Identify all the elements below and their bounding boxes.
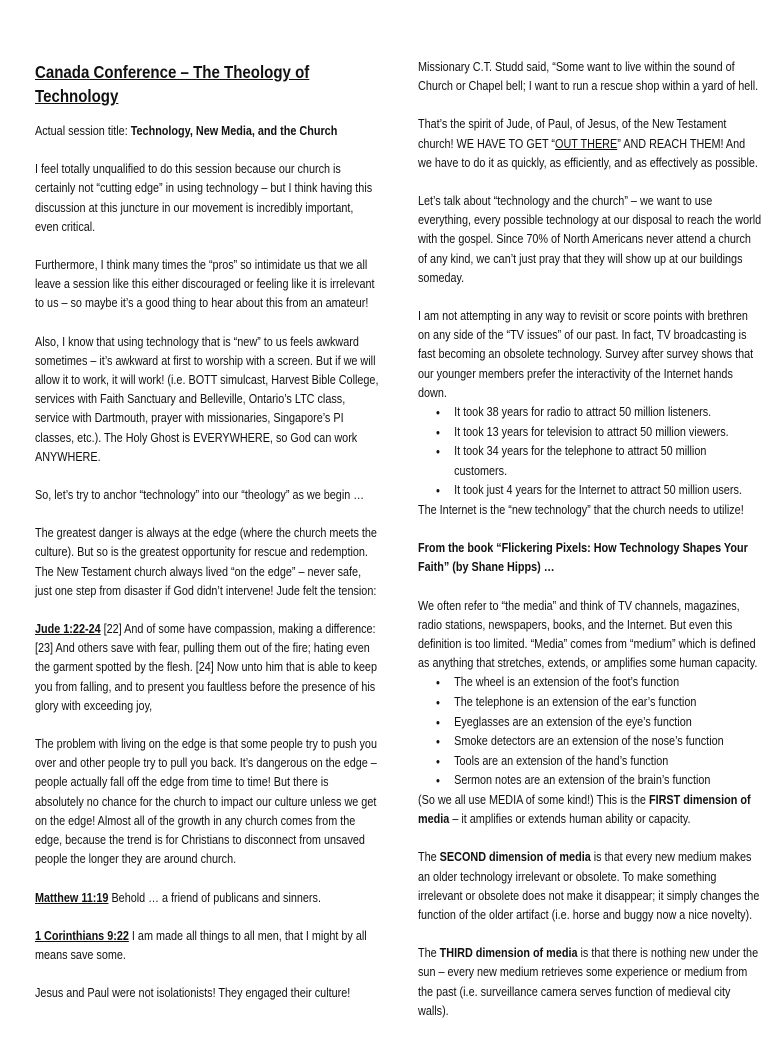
bullet-icon: • bbox=[436, 695, 440, 711]
paragraph-anchor: So, let’s try to anchor “technology” into our “theology” as we begin … bbox=[35, 488, 365, 503]
paragraph-studd-quote: Missionary C.T. Studd said, “Some want to live within the sound of Church or Chapel bell; I want to run a rescue shop within a yard of hell. bbox=[418, 60, 759, 94]
page-title: Canada Conference – The Theology of Technology bbox=[35, 62, 310, 106]
first-dimension-label: FIRST dimension of media bbox=[418, 793, 751, 827]
spirit-text-b: ” AND REACH THEM! And we have to do it as quickly, as efficiently, and as effectively as possible. bbox=[418, 136, 758, 170]
list-item bbox=[436, 693, 762, 713]
bullet-icon: • bbox=[436, 714, 440, 730]
paragraph-first-dimension bbox=[418, 791, 762, 829]
bullet-icon: • bbox=[436, 753, 440, 769]
scripture-text-corinthians: I am made all things to all men, that I might by all means save some. bbox=[35, 928, 367, 962]
list-item-text: Eyeglasses are an extension of the eye’s function bbox=[454, 714, 692, 729]
paragraph-not-isolationists: Jesus and Paul were not isolationists! They engaged their culture! bbox=[35, 986, 351, 1001]
paragraph-edge-problem: The problem with living on the edge is that some people try to push you over and other people try to pull you back. It’s dangerous on the edge – people actually fall off the edge from time to time! But there is absolutely no chance for the church to impact our culture unless we get on the edge! Almost all of the growth in any church comes from the edge, because the trend is for Christians to disconnect from unsaved people the longer they are around church. bbox=[35, 737, 377, 867]
session-prefix: Actual session title: bbox=[35, 124, 131, 138]
bullet-icon: • bbox=[436, 424, 440, 440]
bullet-icon: • bbox=[436, 734, 440, 750]
paragraph-media-definition: We often refer to “the media” and think of TV channels, magazines, radio stations, newspapers, books, and the Internet. But even this definition is too limited. “Media” comes from “medium” which is defined as anything that stretches, extends, or amplifies some human capacity. bbox=[418, 598, 758, 671]
third-text-a: The bbox=[418, 946, 440, 961]
scripture-ref-jude: Jude 1:22-24 bbox=[35, 622, 101, 637]
out-there-text: OUT THERE bbox=[555, 136, 618, 151]
scripture-jude bbox=[35, 620, 379, 716]
list-item bbox=[436, 403, 762, 423]
list-item-text: Sermon notes are an extension of the brain’s function bbox=[454, 773, 711, 788]
list-item-text: Tools are an extension of the hand’s function bbox=[454, 753, 669, 768]
scripture-ref-matthew: Matthew 11:19 bbox=[35, 890, 109, 905]
list-item-text: The telephone is an extension of the ear’s function bbox=[454, 695, 697, 710]
book-heading: From the book “Flickering Pixels: How Technology Shapes Your Faith” (by Shane Hipps) … bbox=[418, 541, 748, 575]
list-item-text: It took just 4 years for the Internet to attract 50 million users. bbox=[454, 483, 742, 498]
list-item-text: It took 34 years for the telephone to attract 50 million customers. bbox=[454, 444, 707, 478]
session-title-line bbox=[35, 122, 379, 141]
third-text-c: is that there is nothing new under the sun – every new medium retrieves some experience or medium from the past (i.e. surveillance camera serves function of medieval city walls). bbox=[418, 946, 759, 1018]
list-item bbox=[436, 442, 762, 481]
scripture-text-jude: [22] And of some have compassion, making a difference: [23] And others save with fear, pulling them out of the fire; hating even the garment spotted by the flesh. [24] Now unto him that is able to keep you from falling, and to present you faultless before the presence of his glory with exceeding joy, bbox=[35, 622, 377, 713]
paragraph-unqualified: I feel totally unqualified to do this session because our church is certainly not “cutting edge” in using technology – but I think having this discussion at this juncture in our movement is incredibly important, even critical. bbox=[35, 162, 373, 234]
scripture-corinthians bbox=[35, 927, 379, 965]
second-text-c: is that every new medium makes an older technology irrelevant or obsolete. To make something irrelevant or obsolete does not make it disappear; it simply changes the function of the older artifact (i.e. horse and buggy now a nice novelty). bbox=[418, 850, 760, 923]
list-item bbox=[436, 713, 762, 733]
list-item-text: The wheel is an extension of the foot’s function bbox=[454, 675, 680, 690]
paragraph-third-dimension bbox=[418, 944, 762, 1021]
list-item bbox=[436, 752, 762, 772]
bullet-icon: • bbox=[436, 405, 440, 421]
paragraph-second-dimension bbox=[418, 848, 762, 925]
bullet-icon: • bbox=[436, 675, 440, 691]
list-item bbox=[436, 771, 762, 791]
list-item-text: It took 13 years for television to attract 50 million viewers. bbox=[454, 424, 729, 439]
second-dimension-label: SECOND dimension of media bbox=[439, 850, 591, 865]
list-item bbox=[436, 481, 762, 501]
list-item bbox=[436, 673, 762, 693]
list-item-text: It took 38 years for radio to attract 50 million listeners. bbox=[454, 405, 712, 420]
list-item-text: Smoke detectors are an extension of the nose’s function bbox=[454, 734, 724, 749]
scripture-matthew bbox=[35, 889, 379, 908]
paragraph-greatest-danger: The greatest danger is always at the edge (where the church meets the culture). But so is the greatest opportunity for rescue and redemption. The New Testament church always lived “on the edge” – never safe, just one step from disaster if God didn’t intervene! Jude felt the tension: bbox=[35, 526, 377, 598]
session-title: Technology, New Media, and the Church bbox=[130, 124, 338, 138]
right-column bbox=[418, 58, 762, 1040]
paragraph-spirit-of-jude bbox=[418, 115, 762, 173]
media-extensions-list bbox=[418, 673, 762, 791]
paragraph-tv-issues: I am not attempting in any way to revisit or score points with brethren on any side of the “TV issues” of our past. In fact, TV broadcasting is fast becoming an obsolete technology. Survey after survey shows that our younger members prefer the interactivity of the Internet hands down. bbox=[418, 309, 754, 400]
scripture-text-matthew: Behold … a friend of publicans and sinners. bbox=[108, 890, 321, 905]
list-item bbox=[436, 732, 762, 752]
first-text-c: – it amplifies or extends human ability or capacity. bbox=[449, 812, 691, 827]
left-column bbox=[35, 58, 379, 1022]
bullet-icon: • bbox=[436, 444, 440, 460]
list-item bbox=[436, 423, 762, 443]
paragraph-technology-church: Let’s talk about “technology and the church” – we want to use everything, every possible technology at our disposal to reach the world with the gospel. Since 70% of North Americans never attend a church of any kind, we can’t just pray that they will show up at our buildings someday. bbox=[418, 194, 762, 285]
paragraph-new-technology: The Internet is the “new technology” that the church needs to utilize! bbox=[418, 503, 744, 518]
adoption-stats-list bbox=[418, 403, 762, 501]
bullet-icon: • bbox=[436, 483, 440, 499]
first-text-a: (So we all use MEDIA of some kind!) This is the bbox=[418, 793, 649, 807]
spirit-text-a: That’s the spirit of Jude, of Paul, of Jesus, of the New Testament church! WE HAVE TO GET “ bbox=[418, 117, 727, 151]
second-text-a: The bbox=[418, 850, 440, 865]
bullet-icon: • bbox=[436, 773, 440, 789]
paragraph-pros: Furthermore, I think many times the “pros” so intimidate us that we all leave a session like this either discouraged or feeling like it is irrelevant to us – so maybe it’s a good thing to hear about this from an amateur! bbox=[35, 258, 375, 311]
scripture-ref-corinthians: 1 Corinthians 9:22 bbox=[35, 928, 129, 943]
third-dimension-label: THIRD dimension of media bbox=[439, 946, 578, 961]
paragraph-awkward: Also, I know that using technology that is “new” to us feels awkward sometimes – it’s awkward at first to worship with a screen. But if we will allow it to work, it will work! (i.e. BOTT simulcast, Harvest Bible College, services with Faith Sanctuary and Belleville, Ontario’s LTC class, service with Dartmouth, prayer with missionaries, Singapore’s PI classes, etc.). The Holy Ghost is EVERYWHERE, so God can work ANYWHERE. bbox=[35, 334, 379, 464]
